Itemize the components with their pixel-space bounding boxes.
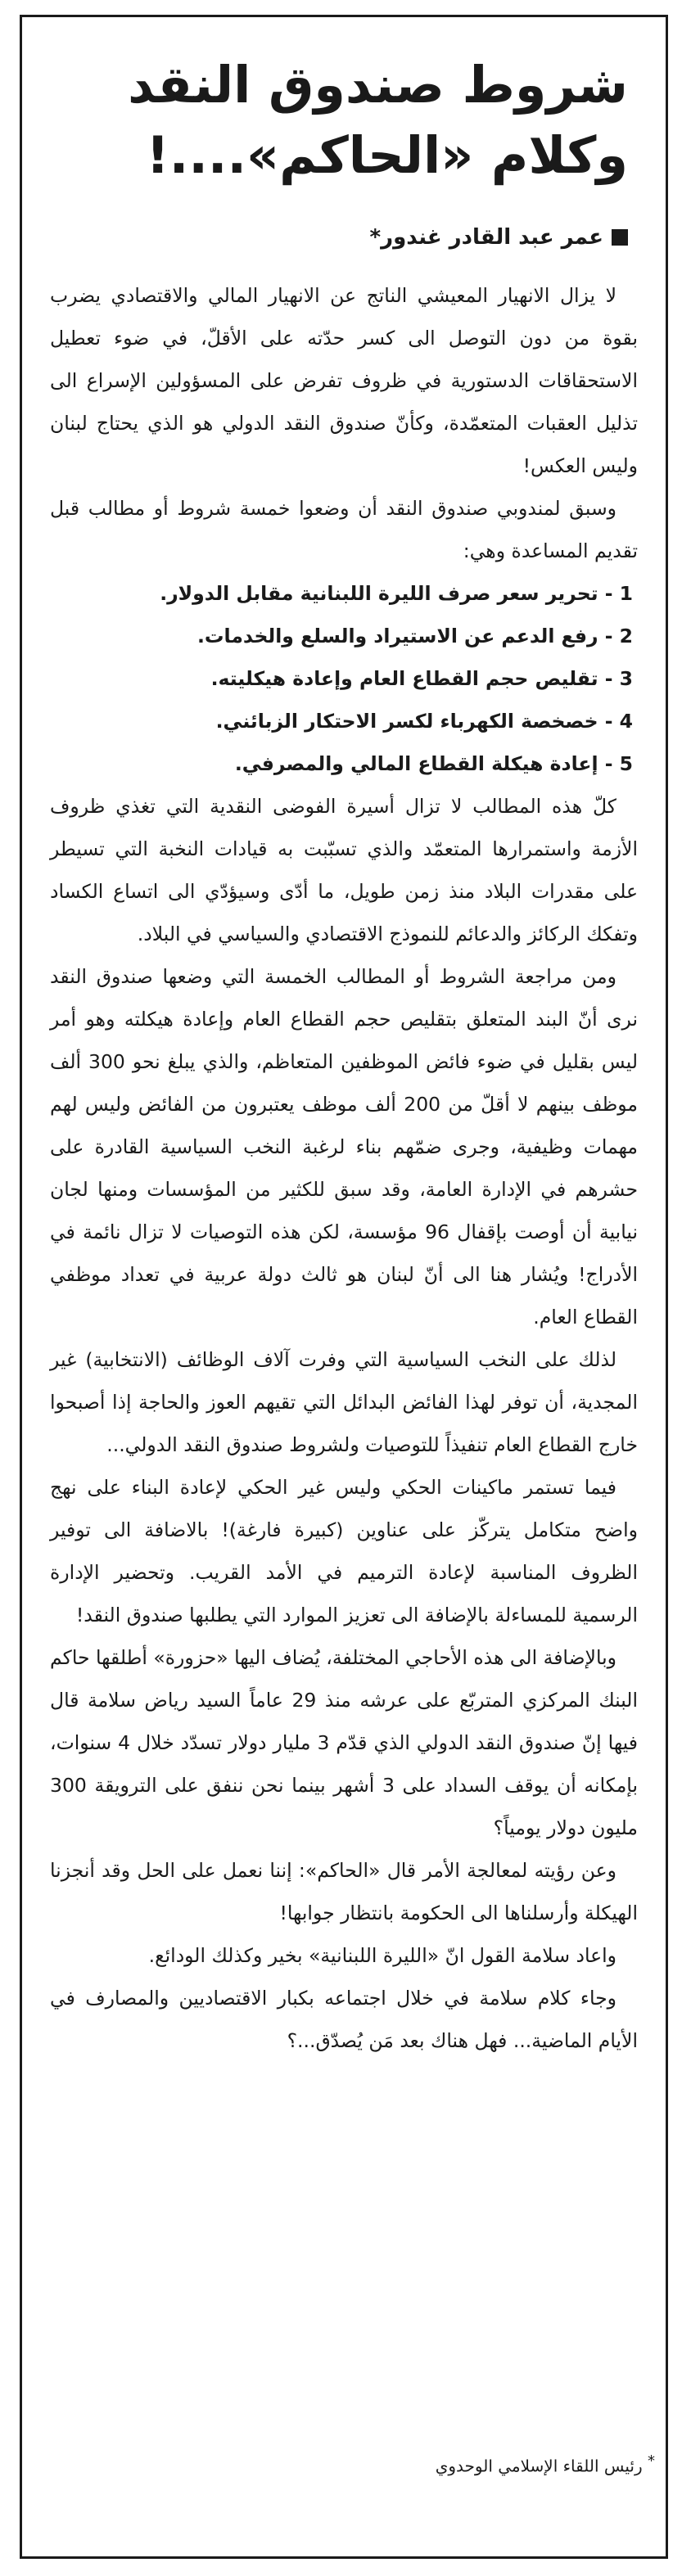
paragraph-talk-machines: فيما تستمر ماكينات الحكي وليس غير الحكي لإعادة البناء على نهج واضح متكامل يتركّز على عناوين (كبيرة فارغة)! بالاضافة الى توفير الظروف المناسبة لإعادة الترميم في الأمد القريب. وتحضير الإدارة الرسمية للمساءلة بالإضافة الى تعزيز الموارد التي يطلبها صندوق النقد! bbox=[50, 1476, 638, 1626]
footnote-text: رئيس اللقاء الإسلامي الوحدوي bbox=[435, 2456, 643, 2476]
footnote-mark: * bbox=[648, 2452, 655, 2470]
paragraph-lira: واعاد سلامة القول انّ «الليرة اللبنانية» بخير وكذلك الودائع. bbox=[148, 1944, 616, 1967]
paragraph-chaos: كلّ هذه المطالب لا تزال أسيرة الفوضى النقدية التي تغذي ظروف الأزمة واستمرارها المتعمّد والذي تسبّبت به قيادات النخبة التي تسيطر على مقدرات البلاد منذ زمن طويل، ما أدّى وسيؤدّي الى اتساع الكساد وتفكك الركائز والدعائم للنموذج الاقتصادي والسياسي في البلاد. bbox=[50, 795, 638, 945]
title-line-1: شروط صندوق النقد bbox=[128, 55, 628, 115]
author-byline bbox=[60, 225, 628, 250]
article-frame bbox=[20, 15, 668, 2559]
paragraph-riddle: وبالإضافة الى هذه الأحاجي المختلفة، يُضاف اليها «حزورة» أطلقها حاكم البنك المركزي المتربّع على عرشه منذ 29 عاماً السيد رياض سلامة قال فيها إنّ صندوق النقد الدولي الذي قدّم 3 مليار دولار تسدّد خلال 4 سنوات، بإمكانه أن يوقف السداد على 3 أشهر بينما نحن ننفق على الترويقة 300 مليون دولار يومياً؟ bbox=[50, 1646, 638, 1839]
article-title bbox=[60, 50, 628, 191]
paragraph-intro: لا يزال الانهيار المعيشي الناتج عن الانهيار المالي والاقتصادي يضرب بقوة من دون التوصل الى كسر حدّته على الأقلّ، في ضوء تعطيل الاستحقاقات الدستورية في ظروف تفرض على المسؤولين الإسراع الى تذليل العقبات المتعمّدة، وكأنّ صندوق النقد الدولي هو الذي يحتاج لبنان وليس العكس! bbox=[50, 284, 638, 477]
paragraph-conditions-intro: وسبق لمندوبي صندوق النقد أن وضعوا خمسة شروط أو مطالب قبل تقديم المساعدة وهي: bbox=[50, 497, 638, 562]
author-name: عمر عبد القادر غندور* bbox=[369, 225, 603, 250]
condition-item-2: 2 - رفع الدعم عن الاستيراد والسلع والخدمات. bbox=[196, 625, 633, 647]
article-body bbox=[50, 274, 638, 2062]
title-line-2: وكلام «الحاكم»....! bbox=[146, 125, 628, 185]
paragraph-review: ومن مراجعة الشروط أو المطالب الخمسة التي وضعها صندوق النقد نرى أنّ البند المتعلق بتقليص حجم القطاع العام وإعادة هيكلته وهو أمر ليس بقليل في ضوء فائض الموظفين المتعاظم، والذي يبلغ نحو 300 ألف موظف بينهم لا أقلّ من 200 ألف موظف يعتبرون من الفائض وليس لهم مهمات وظيفية، وجرى ضمّهم بناء لرغبة النخب السياسية القادرة على حشرهم في الإدارة العامة، وقد سبق للكثير من المؤسسات ومنها لجان نيابية أن أوصت بإقفال 96 مؤسسة، لكن هذه التوصيات لا تزال نائمة في الأدراج! ويُشار هنا الى أنّ لبنان هو ثالث دولة عربية في تعداد موظفي القطاع العام. bbox=[50, 965, 638, 1329]
paragraph-governor-vision: وعن رؤيته لمعالجة الأمر قال «الحاكم»: إننا نعمل على الحل وقد أنجزنا الهيكلة وأرسلناها الى الحكومة بانتظار جوابها! bbox=[50, 1859, 638, 1924]
condition-item-5: 5 - إعادة هيكلة القطاع المالي والمصرفي. bbox=[234, 752, 633, 775]
condition-item-1: 1 - تحرير سعر صرف الليرة اللبنانية مقابل الدولار. bbox=[160, 582, 633, 605]
paragraph-closing: وجاء كلام سلامة في خلال اجتماعه بكبار الاقتصاديين والمصارف في الأيام الماضية... فهل هناك بعد مَن يُصدّق...؟ bbox=[50, 1987, 638, 2052]
black-square-icon bbox=[612, 229, 628, 246]
condition-item-3: 3 - تقليص حجم القطاع العام وإعادة هيكليته. bbox=[210, 667, 633, 690]
paragraph-political-elites: لذلك على النخب السياسية التي وفرت آلاف الوظائف (الانتخابية) غير المجدية، أن توفر لهذا الفائض البدائل التي تقيهم العوز والحاجة إذا أصبحوا خارج القطاع العام تنفيذاً للتوصيات ولشروط صندوق النقد الدولي... bbox=[50, 1348, 638, 1456]
condition-item-4: 4 - خصخصة الكهرباء لكسر الاحتكار الزبائني. bbox=[215, 710, 633, 733]
author-footnote bbox=[436, 2452, 655, 2476]
